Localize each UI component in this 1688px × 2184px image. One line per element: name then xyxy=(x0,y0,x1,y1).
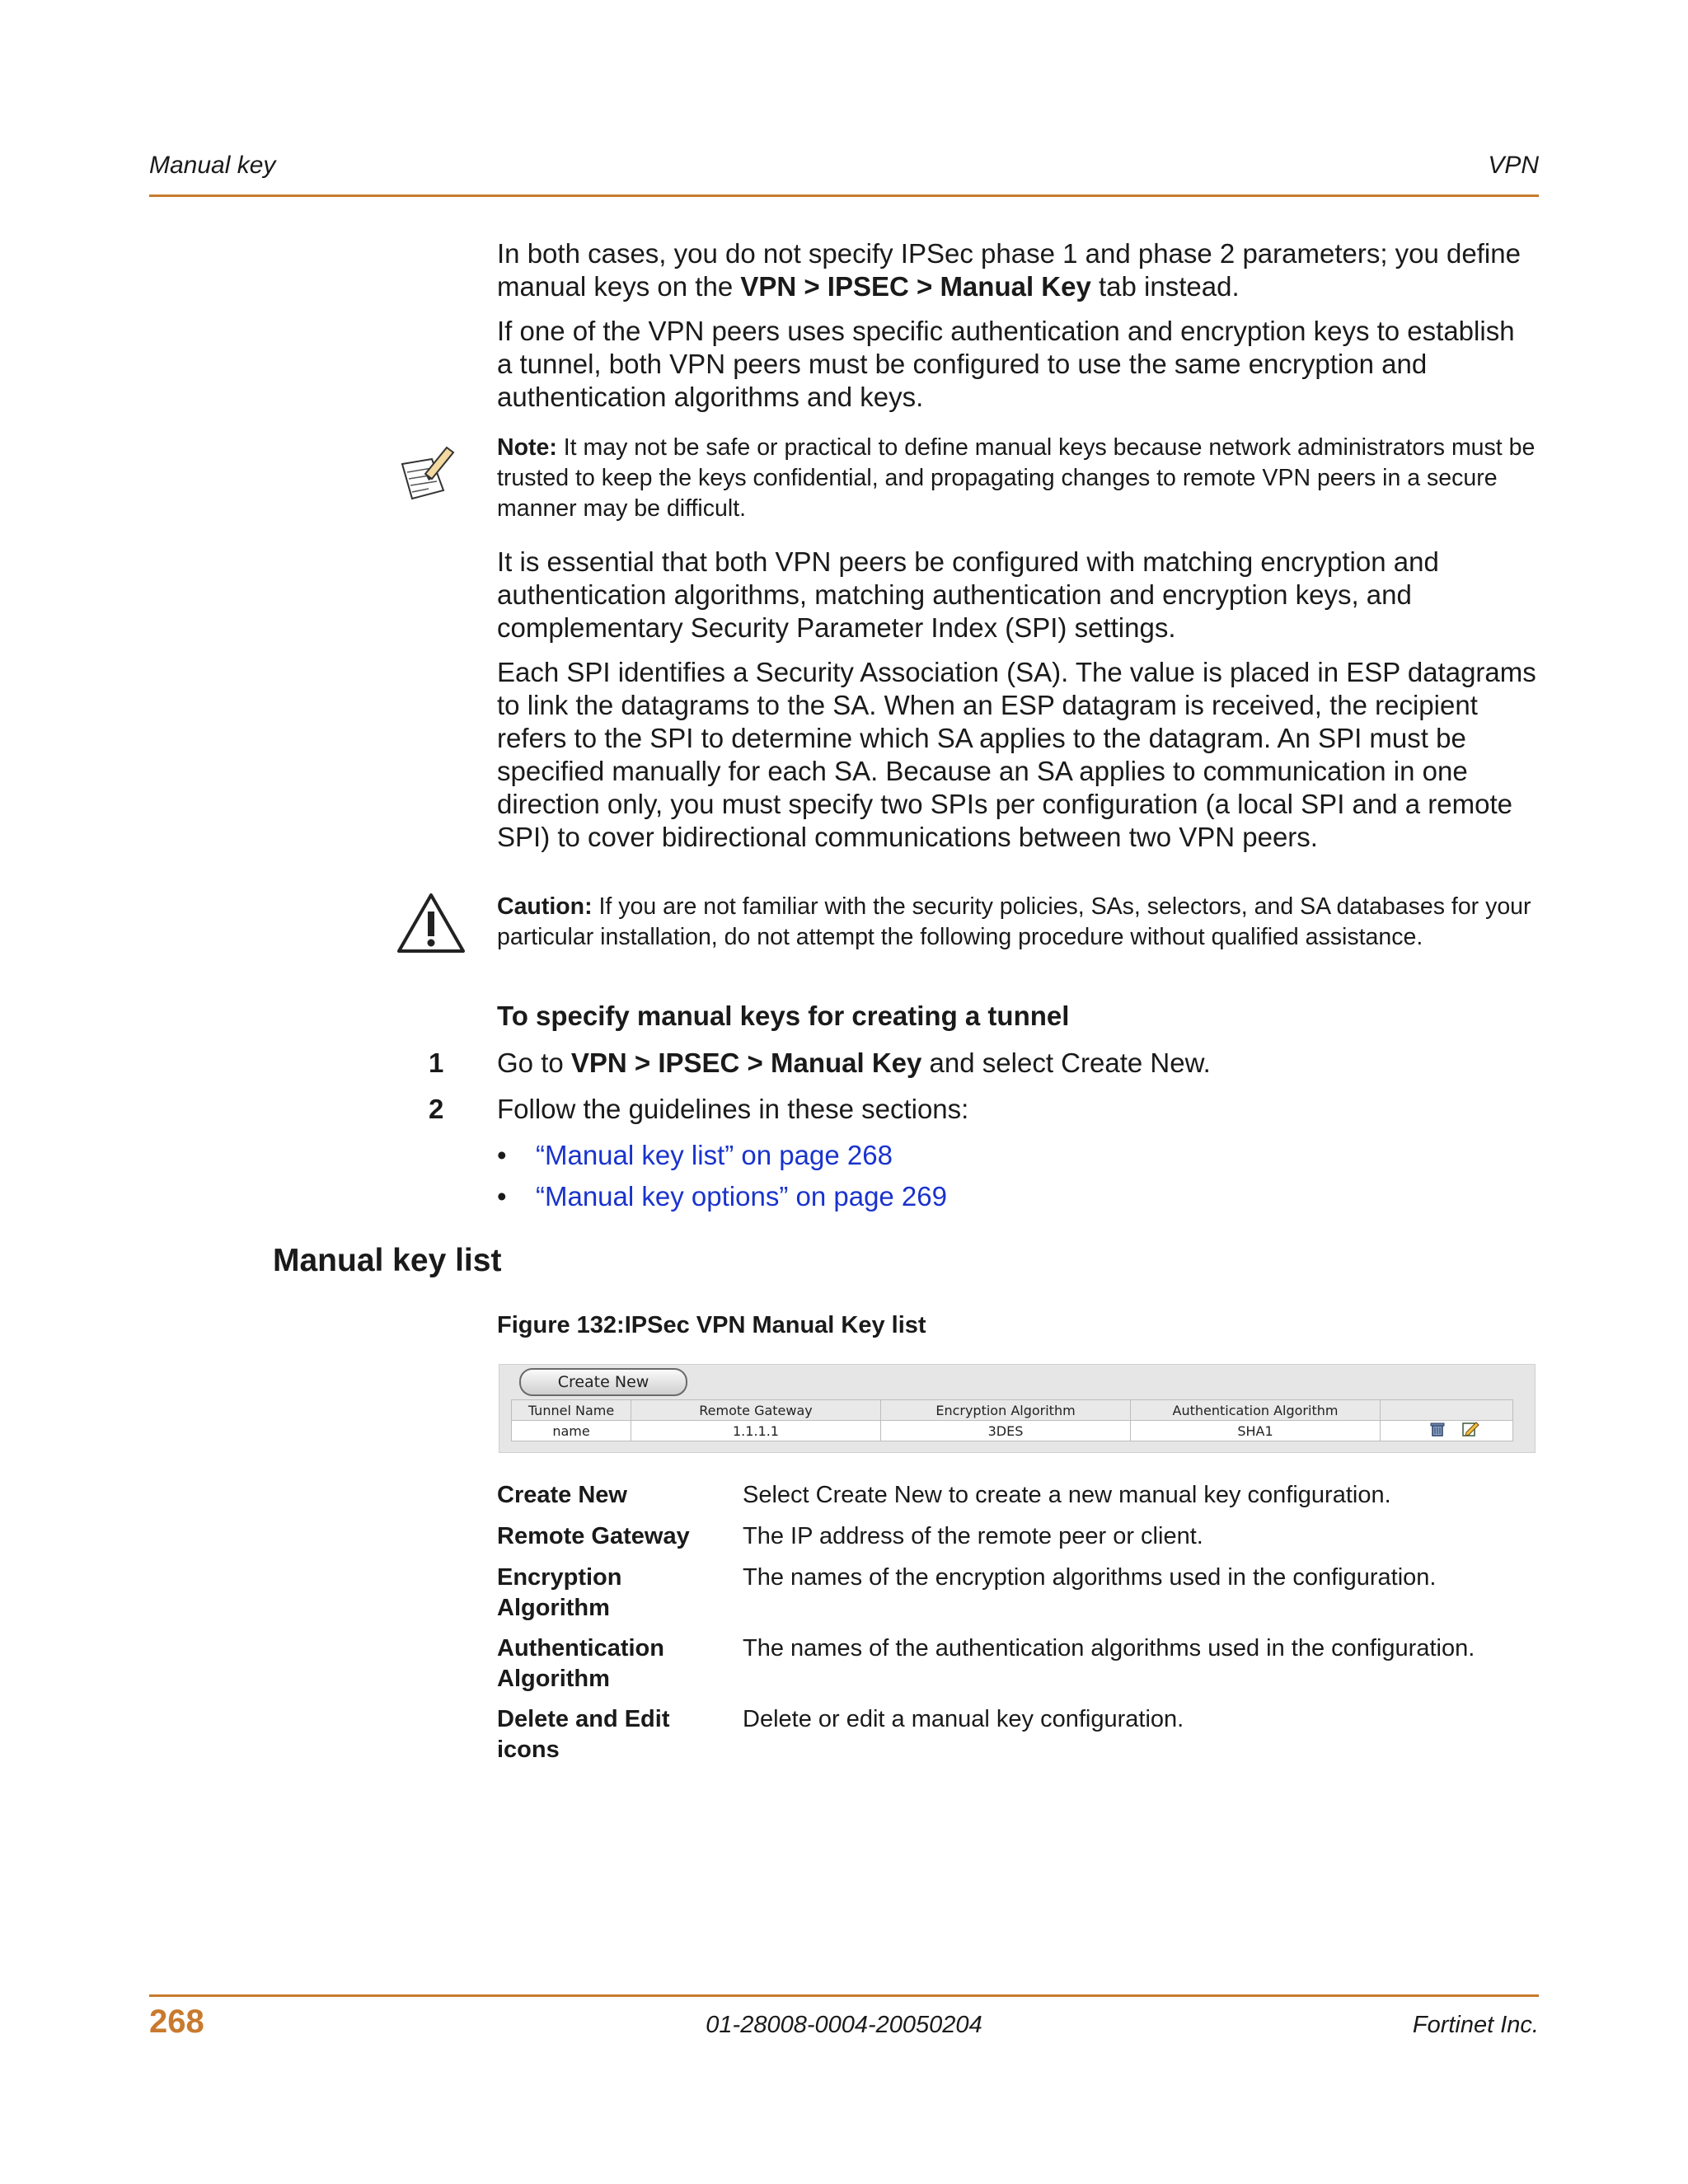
caution-block xyxy=(497,892,1537,953)
column-actions xyxy=(1381,1400,1513,1421)
manual-key-list-link[interactable]: “Manual key list” on page 268 xyxy=(536,1140,893,1170)
definition-row: Delete and Edit icons Delete or edit a manual key configuration. xyxy=(497,1706,1184,1763)
table-row xyxy=(512,1421,1513,1441)
caution-label: Caution: xyxy=(497,893,593,920)
definition-row: Create New Select Create New to create a new manual key configuration. xyxy=(497,1482,1391,1508)
spi-text xyxy=(497,546,1537,865)
step-1: 1 Go to VPN > IPSEC > Manual Key and select Create New. xyxy=(429,1047,1211,1078)
page-header xyxy=(149,148,1539,197)
trash-icon[interactable] xyxy=(1429,1421,1446,1441)
warning-icon xyxy=(396,892,467,958)
cell-remote-gateway: 1.1.1.1 xyxy=(631,1421,881,1441)
manual-key-options-link[interactable]: “Manual key options” on page 269 xyxy=(536,1181,947,1212)
paragraph-3: It is essential that both VPN peers be configured with matching encryption and authentication algorithms, matching authentication and encryption keys, and complementary Security Parameter Index (SPI) settings. xyxy=(497,546,1439,643)
paragraph-2: If one of the VPN peers uses specific authentication and encryption keys to establish a tunnel, both VPN peers must be configured to use the same encryption and authentication algorithms and keys. xyxy=(497,316,1515,412)
document-id: 01-28008-0004-20050204 xyxy=(706,2012,982,2038)
list-item: • “Manual key options” on page 269 xyxy=(497,1181,947,1212)
column-tunnel-name: Tunnel Name xyxy=(512,1400,631,1421)
definition-row: Remote Gateway The IP address of the remote peer or client. xyxy=(497,1523,1203,1549)
header-section-title: VPN xyxy=(1488,152,1539,179)
cell-tunnel-name: name xyxy=(512,1421,631,1441)
column-authentication-algorithm: Authentication Algorithm xyxy=(1131,1400,1381,1421)
note-icon xyxy=(396,441,462,519)
intro-text xyxy=(497,237,1537,425)
paragraph-4: Each SPI identifies a Security Association (SA). The value is placed in ESP datagrams to link the datagrams to the SA. When an ESP datagram is received, the recipient refers to the SPI to determine which SA applies to the datagram. An SPI must be specified manually for each SA. Because an SA applies to communication in one direction only, you must specify two SPIs per configuration (a local SPI and a remote SPI) to cover bidirectional communications between two VPN peers. xyxy=(497,657,1536,852)
figure-caption: Figure 132:IPSec VPN Manual Key list xyxy=(497,1312,926,1338)
menu-path: VPN > IPSEC > Manual Key xyxy=(740,271,1091,302)
procedure-steps xyxy=(429,1047,1582,1221)
manual-key-table xyxy=(511,1399,1513,1441)
company-name: Fortinet Inc. xyxy=(1412,2012,1539,2038)
procedure-title: To specify manual keys for creating a tunnel xyxy=(497,1001,1070,1031)
header-chapter-title: Manual key xyxy=(149,152,276,179)
step-2: 2 Follow the guidelines in these sections: xyxy=(429,1094,969,1124)
note-block xyxy=(497,433,1537,524)
cell-actions xyxy=(1381,1421,1513,1441)
manual-key-list-figure xyxy=(499,1364,1536,1453)
cell-encryption: 3DES xyxy=(881,1421,1131,1441)
page-footer xyxy=(149,1994,1539,2046)
column-remote-gateway: Remote Gateway xyxy=(631,1400,881,1421)
field-definitions xyxy=(497,1480,1537,1775)
note-text: It may not be safe or practical to define manual keys because network administrators must be trusted to keep the keys confidential, and propagating changes to remote VPN peers in a secure manner may be difficult. xyxy=(497,434,1536,522)
column-encryption-algorithm: Encryption Algorithm xyxy=(881,1400,1131,1421)
caution-text: If you are not familiar with the security policies, SAs, selectors, and SA databases for your particular installation, do not attempt the following procedure without qualified assistance. xyxy=(497,893,1531,950)
table-header-row xyxy=(512,1400,1513,1421)
note-label: Note: xyxy=(497,434,557,461)
edit-icon[interactable] xyxy=(1461,1421,1479,1441)
page-number: 268 xyxy=(149,2004,204,2040)
definition-row: Encryption Algorithm The names of the encryption algorithms used in the configuration. xyxy=(497,1564,1437,1621)
list-item: • “Manual key list” on page 268 xyxy=(497,1140,893,1170)
cell-authentication: SHA1 xyxy=(1131,1421,1381,1441)
section-heading: Manual key list xyxy=(273,1243,502,1278)
create-new-button[interactable]: Create New xyxy=(519,1368,687,1396)
definition-row: Authentication Algorithm The names of the authentication algorithms used in the configuration. xyxy=(497,1635,1475,1692)
paragraph-1: In both cases, you do not specify IPSec phase 1 and phase 2 parameters; you define manual keys on the VPN > IPSEC > Manual Key tab instead. xyxy=(497,238,1521,302)
